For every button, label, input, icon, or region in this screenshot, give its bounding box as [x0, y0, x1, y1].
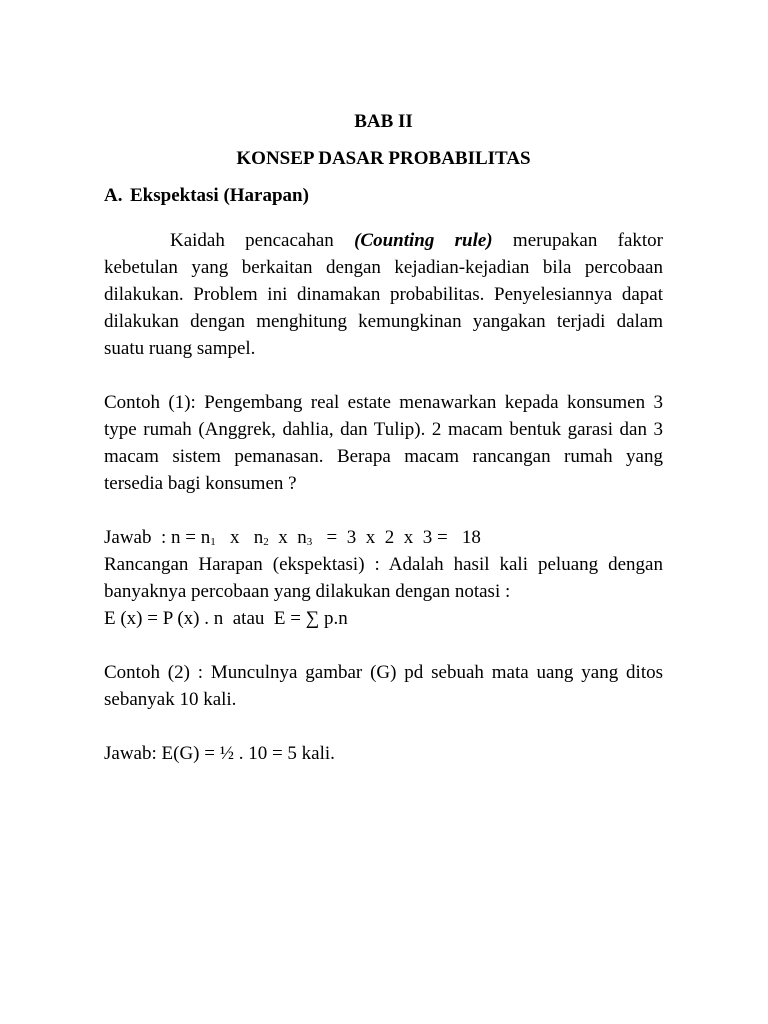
document-page: [104, 108, 663, 767]
answer-1-mult-1: x n: [215, 527, 264, 548]
intro-emphasis: (Counting rule): [354, 230, 493, 251]
paragraph-gap: [104, 632, 663, 659]
subscript-2: 2: [263, 536, 269, 548]
example-2-paragraph: Contoh (2) : Munculnya gambar (G) pd sebuah mata uang yang ditos sebanyak 10 kali.: [104, 662, 663, 710]
definition-formula: E (x) = P (x) . n atau E = ∑ p.n: [104, 608, 348, 629]
chapter-heading: BAB II: [354, 111, 413, 132]
example-1-paragraph: Contoh (1): Pengembang real estate menawarkan kepada konsumen 3 type rumah (Anggrek, dahlia, dan Tulip). 2 macam bentuk garasi dan 3 macam sistem pemanasan. Berapa macam rancangan rumah yang tersedia bagi konsumen ?: [104, 392, 663, 494]
chapter-title: KONSEP DASAR PROBABILITAS: [236, 148, 531, 169]
paragraph-gap: [104, 713, 663, 740]
answer-2-line: Jawab: E(G) = ½ . 10 = 5 kali.: [104, 743, 335, 764]
subscript-1: 1: [210, 536, 216, 548]
paragraph-gap: [104, 362, 663, 389]
intro-paragraph: [104, 227, 663, 362]
definition-paragraph: Rancangan Harapan (ekspektasi) : Adalah hasil kali peluang dengan banyaknya percobaan yang dilakukan dengan notasi :: [104, 554, 663, 602]
paragraph-gap: [104, 497, 663, 524]
answer-1-line: [104, 524, 663, 551]
answer-1-result: = 3 x 2 x 3 = 18: [312, 527, 481, 548]
intro-text-before: Kaidah pencacahan: [170, 230, 355, 251]
answer-1-prefix: Jawab : n = n: [104, 527, 211, 548]
subscript-3: 3: [306, 536, 313, 548]
intro-text-after: merupakan faktor kebetulan yang berkaitan dengan kejadian-kejadian bila percobaan dilakukan. Problem ini dinamakan probabilitas. Penyelesiannya dapat dilakukan dengan menghitung kemungkinan yangakan terjadi dalam suatu ruang sampel.: [104, 230, 663, 359]
section-title: Ekspektasi (Harapan): [130, 185, 309, 206]
answer-1-mult-2: x n: [268, 527, 307, 548]
section-heading: [104, 182, 663, 209]
section-number: A.: [104, 185, 123, 206]
